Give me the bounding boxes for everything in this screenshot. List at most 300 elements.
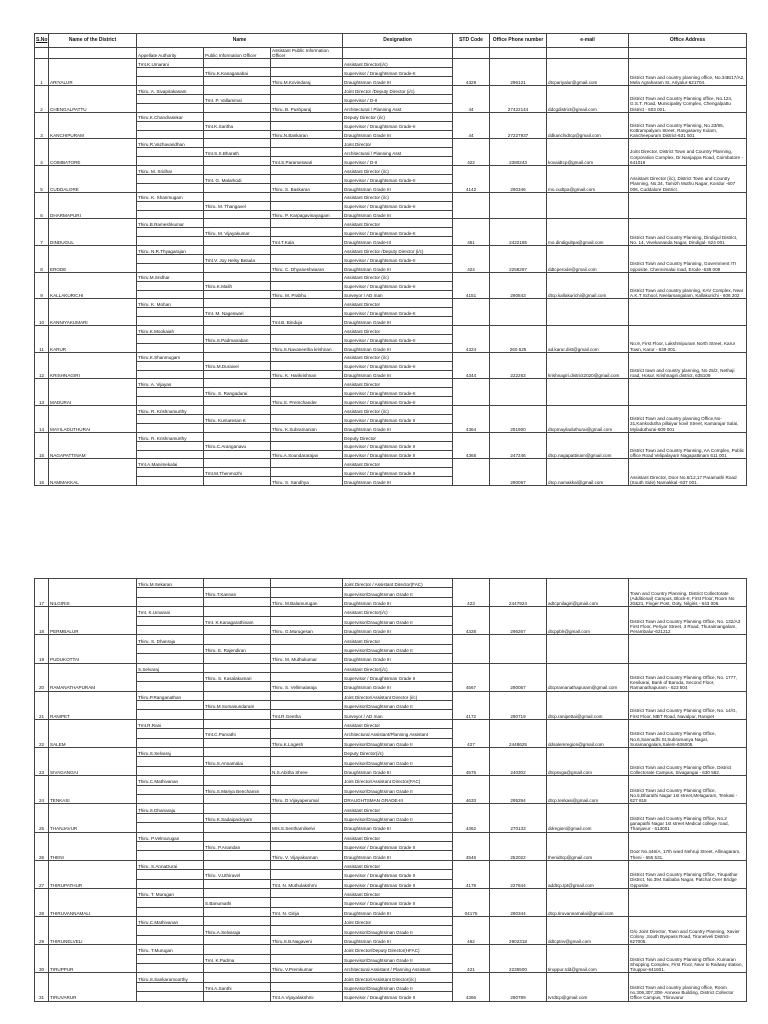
office-address: Assistant Director, Door No.6/12,17 Paramathi Road (South Side) Namakkal -637 001. — [629, 459, 747, 486]
designation: Supervisor/Draughtsman Grade II — [343, 954, 453, 963]
district-name: CUDDALORE — [49, 166, 137, 193]
appellate-authority: Tmt.K.Umarani — [137, 59, 204, 68]
email-link[interactable]: dtcpmayiladuthurai@gmail.com — [547, 406, 629, 433]
table-row — [35, 607, 747, 616]
email-link[interactable]: dtcp.namakkal@gmail.com — [547, 459, 629, 486]
designation: Assistant Director (i/c) — [343, 166, 453, 175]
assistant-pio: Thiru.K.Logesh — [271, 738, 343, 747]
public-information-officer — [204, 86, 271, 95]
assistant-pio — [271, 326, 343, 335]
email-link[interactable]: mo.cudtpa@gmail.com — [547, 166, 629, 193]
office-phone: 2902318 — [490, 917, 547, 945]
public-information-officer: Thiru.M.Duraivel — [204, 361, 271, 370]
district-name: THIRUNELVELI — [49, 917, 137, 945]
email-link[interactable]: dtcp.tenkasi@gmail.com — [547, 776, 629, 804]
email-link[interactable] — [547, 192, 629, 219]
assistant-pio — [271, 281, 343, 290]
email-link[interactable]: dtcppblr@gmail.com — [547, 607, 629, 635]
assistant-pio: Thiru. P. Karpagavinayagam — [271, 210, 343, 219]
designation: Draughtsman Grade III — [343, 766, 453, 775]
district-header: Name of the District — [49, 34, 137, 48]
appellate-authority: S.Selvaraj — [137, 663, 204, 672]
assistant-pio — [271, 888, 343, 897]
public-information-officer — [204, 112, 271, 121]
assistant-pio — [271, 813, 343, 822]
office-phone: 27227937 — [490, 112, 547, 139]
public-information-officer — [204, 432, 271, 441]
std-code: 421 — [453, 945, 490, 973]
appellate-authority — [137, 157, 204, 166]
designation: Supervisor / Draughtsman Grade II — [343, 870, 453, 879]
public-information-officer — [204, 477, 271, 486]
public-information-officer — [204, 935, 271, 944]
table-row — [35, 352, 747, 361]
email-link[interactable]: kovaidtcp@gmail.com — [547, 139, 629, 166]
serial-number: 10 — [35, 299, 49, 326]
serial-number: 27 — [35, 860, 49, 888]
public-information-officer: Tmt.V. Joy Helsy Beaula — [204, 255, 271, 264]
email-link[interactable]: dtcpramanathapuram@gmail.com — [547, 663, 629, 691]
public-information-officer: Thiru. E. Rajendiran — [204, 644, 271, 653]
email-link[interactable]: tiruppur.rdd@gmail.com — [547, 945, 629, 973]
appellate-authority — [137, 68, 204, 77]
district-name: THIRUVANNAMALI — [49, 888, 137, 916]
appellate-authority — [137, 308, 204, 317]
assistant-pio — [271, 192, 343, 201]
appellate-authority: Thiru.C.Mathivanan — [137, 917, 204, 926]
std-code: 4575 — [453, 748, 490, 776]
public-information-officer — [204, 888, 271, 897]
office-phone: 260 625 — [490, 326, 547, 353]
public-information-officer: Tmt. M. Nageswari — [204, 308, 271, 317]
designation — [343, 48, 453, 59]
std-code: 4329 — [453, 59, 490, 86]
appellate-authority: Thiru. M. Sridhar — [137, 166, 204, 175]
public-information-officer: Thiru.S.Annamalai — [204, 757, 271, 766]
designation: Supervisor / Draughtsman Grade-II — [343, 68, 453, 77]
table-row — [35, 945, 747, 954]
assistant-pio: Assistant Public Information Officer — [271, 48, 343, 59]
std-code: 451 — [453, 219, 490, 246]
designation: Assistant Director (i/c) — [343, 352, 453, 361]
appellate-authority: Tmt.R.Rani — [137, 719, 204, 728]
email-link[interactable]: dtcp.tiruvannamalai@gmail.com — [547, 888, 629, 916]
district-name: DHARMAPURI — [49, 192, 137, 219]
assistant-pio: Thiru. V. Vijayakannan — [271, 851, 343, 860]
designation: Assistant Director — [343, 459, 453, 468]
office-address — [629, 635, 747, 663]
email-link[interactable]: ddtcperode@gmail.com — [547, 246, 629, 273]
office-address: District Town and Country Planning Office, District Collectorate Campus, Sivagangai - 630 562. — [629, 748, 747, 776]
assistant-pio: Thiru. D.Vijayaperumal — [271, 794, 343, 803]
designation: Draughtsman Grade III — [343, 263, 453, 272]
table-row — [35, 406, 747, 415]
public-information-officer — [204, 326, 271, 335]
serial-number: 9 — [35, 272, 49, 299]
appellate-authority — [137, 644, 204, 653]
std-code: 4362 — [453, 804, 490, 832]
public-information-officer: Thiru. S. Rangadurai — [204, 388, 271, 397]
designation: Assistant Director — [343, 719, 453, 728]
table-header-row — [35, 34, 747, 48]
designation: Draughtsman Grade III — [343, 130, 453, 139]
assistant-pio — [271, 121, 343, 130]
assistant-pio — [271, 94, 343, 103]
assistant-pio — [271, 59, 343, 68]
email-link[interactable]: ddcgdistrict@gmail.com — [547, 86, 629, 113]
email-link[interactable] — [547, 379, 629, 406]
designation: Assistant Director — [343, 326, 453, 335]
appellate-authority — [137, 766, 204, 775]
public-information-officer — [204, 879, 271, 888]
table-row — [35, 860, 747, 869]
designation: Draughtsman Grade III — [343, 210, 453, 219]
assistant-pio: Thiru. M. Muthukumar — [271, 654, 343, 663]
table-row — [35, 917, 747, 926]
public-information-officer: Thiru.S.Mariya Benchamin — [204, 785, 271, 794]
district-name: KANNIYAKUMARI — [49, 299, 137, 326]
appellate-authority — [137, 397, 204, 406]
std-code: 4365 — [453, 432, 490, 459]
assistant-pio — [271, 352, 343, 361]
public-information-officer — [204, 907, 271, 916]
email-link[interactable]: krishnagiri.district2020@gmail.com — [547, 352, 629, 379]
std-code: 4179 — [453, 860, 490, 888]
designation: Assistant Director (i/c) — [343, 406, 453, 415]
public-information-officer — [204, 343, 271, 352]
designation: Architectural / Planning Asst — [343, 148, 453, 157]
public-information-officer — [204, 219, 271, 228]
district-name: ERODE — [49, 246, 137, 273]
table-row — [35, 86, 747, 95]
public-information-officer — [204, 832, 271, 841]
designation: Assistant Director — [343, 832, 453, 841]
assistant-pio — [271, 68, 343, 77]
public-information-officer — [204, 973, 271, 982]
designation: Joint Director / Assistant Director(FAC) — [343, 579, 453, 588]
assistant-pio — [271, 308, 343, 317]
office-phone: 27422144 — [490, 86, 547, 113]
assistant-pio: Thiru.A.Soundararajan — [271, 450, 343, 459]
office-address: District Town and Country Planning Office, No.2 ganapathi Nagar 1st street Medical college road, Thanjavur - 613001 — [629, 804, 747, 832]
designation: Supervisor / Draughtsman Grade-II — [343, 388, 453, 397]
table-row — [35, 59, 747, 68]
std-code: 4328 — [453, 607, 490, 635]
email-link[interactable]: ddregion@gmail.com — [547, 804, 629, 832]
public-information-officer — [204, 597, 271, 606]
designation: Draughtsman Grade III — [343, 907, 453, 916]
designation: Draughtsman Grade III — [343, 423, 453, 432]
appellate-authority — [137, 625, 204, 634]
district-name: KRISHNAGIRI — [49, 352, 137, 379]
public-information-officer — [204, 352, 271, 361]
public-information-officer — [204, 579, 271, 588]
appellate-authority — [137, 103, 204, 112]
assistant-pio — [271, 607, 343, 616]
assistant-pio — [271, 776, 343, 785]
serial-number: 17 — [35, 579, 49, 607]
email-link[interactable]: dtcpsvga@gmail.com — [547, 748, 629, 776]
serial-number: 8 — [35, 246, 49, 273]
public-information-officer: Thiru.K.Malih — [204, 281, 271, 290]
assistant-pio — [271, 335, 343, 344]
office-phone: 290344 — [490, 888, 547, 916]
designation: Assistant Director /Deputy Director (i/c) — [343, 246, 453, 255]
std-code: 462 — [453, 917, 490, 945]
appellate-authority — [137, 992, 204, 1001]
public-information-officer: Thiru.C.Aranganavu — [204, 441, 271, 450]
appellate-authority — [137, 174, 204, 183]
designation: Supervisor / Draughtsman Grade II — [343, 898, 453, 907]
district-name: KANCHIPURAM — [49, 112, 137, 139]
designation: Draughtsman Grade III — [343, 597, 453, 606]
appellate-authority: Thiru.K.Shanmugam — [137, 352, 204, 361]
public-information-officer: Thiru. M. Vijayakumar — [204, 228, 271, 237]
designation: Draughtsman Grade-III — [343, 237, 453, 246]
assistant-pio: Thiru.S.B.Nagaveni — [271, 935, 343, 944]
serial-number: 16 — [35, 459, 49, 486]
std-code — [453, 635, 490, 663]
public-information-officer — [204, 654, 271, 663]
phone-header: Office Phone number — [490, 34, 547, 48]
appellate-authority — [137, 183, 204, 192]
sno-header: S.No — [35, 34, 49, 48]
public-information-officer — [204, 776, 271, 785]
table-row — [35, 432, 747, 441]
assistant-pio — [271, 272, 343, 281]
appellate-authority — [137, 468, 204, 477]
designation: Assistant Director — [343, 860, 453, 869]
public-information-officer: Thiru.A.Selvaraja — [204, 926, 271, 935]
assistant-pio — [271, 804, 343, 813]
public-information-officer: Thiru. S. Kusalakumari — [204, 672, 271, 681]
district-name: NAGAPATTINAM — [49, 432, 137, 459]
std-code — [453, 48, 490, 59]
office-phone: 295294 — [490, 776, 547, 804]
std-code: 4172 — [453, 691, 490, 719]
public-information-officer: Thiru.T.Kannan — [204, 588, 271, 597]
office-address: District Town and Country Planning Office, No.5,Bharathi Nagar 1st street,Melagaram, Tenkasi - 627 818 — [629, 776, 747, 804]
district-name: DINDUGUL — [49, 219, 137, 246]
public-information-officer: Public Information Officer — [204, 48, 271, 59]
email-link[interactable]: dtcp.nagapattinam@gmail.com — [547, 432, 629, 459]
public-information-officer — [204, 738, 271, 747]
assistant-pio: Mrs.S.Senthamilselvi — [271, 823, 343, 832]
designation: Supervisor / Draughtsman Grade-II — [343, 228, 453, 237]
table-row — [35, 192, 747, 201]
public-information-officer — [204, 370, 271, 379]
assistant-pio — [271, 246, 343, 255]
public-information-officer — [204, 183, 271, 192]
designation: Assistant Director — [343, 299, 453, 308]
appellate-authority — [137, 841, 204, 850]
email-link[interactable]: dtcp.kallakurichi@gmail.com — [547, 272, 629, 299]
email-link[interactable]: addtcp.tpt@gmail.com — [547, 860, 629, 888]
public-information-officer — [204, 804, 271, 813]
office-address: District Town and Country Planning, No.33/95, Kottrampalyam Street, Rangasamy Kulam, Kancheepuram District-631 501 — [629, 112, 747, 139]
office-address: No.9, First Floor, Lakshmipuram North Street, Karur Town, Karur - 639 001. — [629, 326, 747, 353]
public-information-officer — [204, 130, 271, 139]
email-link[interactable]: mo.dindigultpa@gmail.com — [547, 219, 629, 246]
directory-page-1 — [34, 33, 746, 486]
email-header: e-mail — [547, 34, 629, 48]
table-row — [35, 166, 747, 175]
designation: Supervisor/Draughtsman Grade II — [343, 813, 453, 822]
appellate-authority — [137, 654, 204, 663]
assistant-pio — [271, 379, 343, 388]
office-address: O/o Joint Director, Town and Country Planning, Xavier Colony ,South Byepass Road, Tirunelveli District-627005. — [629, 917, 747, 945]
designation: Supervisor / Draughtsman Grade-II — [343, 174, 453, 183]
assistant-pio — [271, 701, 343, 710]
public-information-officer — [204, 210, 271, 219]
std-code — [453, 192, 490, 219]
email-link[interactable] — [547, 635, 629, 663]
email-link[interactable]: thenidtcp@gmail.com — [547, 832, 629, 860]
office-phone: 2448625 — [490, 719, 547, 747]
designation: Assistant Director — [343, 804, 453, 813]
email-link[interactable] — [547, 299, 629, 326]
designation: Joint Director — [343, 139, 453, 148]
office-address — [629, 48, 747, 59]
appellate-authority: Thiru. A. Sivapirakasam — [137, 86, 204, 95]
assistant-pio — [271, 86, 343, 95]
appellate-authority — [137, 898, 204, 907]
appellate-authority: Appellate Authority — [137, 48, 204, 59]
appellate-authority — [137, 982, 204, 991]
assistant-pio — [271, 255, 343, 264]
assistant-pio: Tmt.A.Vijayalakshmi — [271, 992, 343, 1001]
email-link[interactable] — [547, 48, 629, 59]
assistant-pio — [271, 166, 343, 175]
email-link[interactable]: ddkanchidtcp@gmail.com — [547, 112, 629, 139]
office-phone — [490, 299, 547, 326]
designation: Draughtsman Grade III — [343, 317, 453, 326]
designation: Supervisor / Draughtsman Grade II — [343, 468, 453, 477]
email-link[interactable]: ddsalemregion@gmail.com — [547, 719, 629, 747]
designation: Draughtsman Grade III — [343, 625, 453, 634]
public-information-officer: Thiru. P.Anandan — [204, 841, 271, 850]
public-information-officer — [204, 794, 271, 803]
public-information-officer — [204, 272, 271, 281]
designation: Supervisor/Draughtsman Grade II — [343, 616, 453, 625]
assistant-pio: Thiru. S. Baskaran — [271, 183, 343, 192]
designation: Assistant Director — [343, 379, 453, 388]
assistant-pio — [271, 860, 343, 869]
designation: Supervisor/Draughtsman Grade II — [343, 588, 453, 597]
assistant-pio: Thiru. S. Sandhya — [271, 477, 343, 486]
designation: Supervisor / Draughtsman Grade-II — [343, 121, 453, 130]
appellate-authority — [137, 926, 204, 935]
designation: Draughtsman Grade III — [343, 654, 453, 663]
designation: Architectural / Planning Asst — [343, 103, 453, 112]
email-link[interactable]: tvrdtcp@gmail.com — [547, 973, 629, 1001]
designation: Draughtsman Grade III — [343, 343, 453, 352]
assistant-pio — [271, 579, 343, 588]
office-phone: 296121 — [490, 59, 547, 86]
public-information-officer — [204, 663, 271, 672]
designation: Supervisor/Draughtsman Grade II — [343, 644, 453, 653]
std-code: 422 — [453, 139, 490, 166]
appellate-authority: Thiru.M.Sekaran — [137, 579, 204, 588]
assistant-pio: Thiru.M.Kovindaraj — [271, 77, 343, 86]
assistant-pio — [271, 719, 343, 728]
public-information-officer: Thiru. Kumaresan K — [204, 415, 271, 424]
assistant-pio — [271, 841, 343, 850]
assistant-pio: Thiru. M. Prabhu — [271, 290, 343, 299]
assistant-pio — [271, 672, 343, 681]
office-phone: 2235500 — [490, 945, 547, 973]
email-link[interactable]: dtcpariyalur@gmail.com — [547, 59, 629, 86]
designation: Supervisor / Draughtsman Grade II — [343, 441, 453, 450]
designation: Supervisor / Draughtsman Grade II — [343, 992, 453, 1001]
serial-number: 11 — [35, 326, 49, 353]
office-address: District Town and country planning office, Room no.306,307,308- Annexe Building, District Collector Office Campus, Thiruvarur — [629, 973, 747, 1001]
district-name: MAYILADUTHURAI — [49, 406, 137, 433]
district-officers-table-continued — [34, 578, 747, 1002]
std-code: 04175 — [453, 888, 490, 916]
table-row — [35, 246, 747, 255]
office-phone: 290067 — [490, 459, 547, 486]
std-code: 4546 — [453, 832, 490, 860]
public-information-officer: Thiru. V.Uthiravel — [204, 870, 271, 879]
designation: Supervisor / Draughtsman Grade-II — [343, 335, 453, 344]
appellate-authority — [137, 121, 204, 130]
table-row — [35, 973, 747, 982]
office-address: District town and country planning, No 25/2, Nethaji road, Hosur, Krishnagiri district, 635109 — [629, 352, 747, 379]
serial-number: 24 — [35, 776, 49, 804]
std-code — [453, 459, 490, 486]
serial-number: 23 — [35, 748, 49, 776]
assistant-pio: Thiru. V.Premkumar — [271, 964, 343, 973]
public-information-officer — [204, 682, 271, 691]
assistant-pio — [271, 691, 343, 700]
district-name: KALLAKURICHI — [49, 272, 137, 299]
designation: Joint Director/Assistant Director(i/c) — [343, 973, 453, 982]
assistant-pio — [271, 973, 343, 982]
table-row — [35, 139, 747, 148]
appellate-authority — [137, 701, 204, 710]
directory-page-2 — [34, 578, 746, 1002]
appellate-authority — [137, 228, 204, 237]
designation: Supervisor / Draughtsman Grade-II — [343, 308, 453, 317]
appellate-authority — [137, 477, 204, 486]
office-address — [629, 192, 747, 219]
std-code: 4344 — [453, 352, 490, 379]
public-information-officer — [204, 719, 271, 728]
assistant-pio — [271, 785, 343, 794]
assistant-pio — [271, 388, 343, 397]
email-link[interactable]: ad.karur.dist@gmail.com — [547, 326, 629, 353]
appellate-authority: Thiru.P.Ranganathan — [137, 691, 204, 700]
email-link[interactable]: ddtcptnv@gmail.com — [547, 917, 629, 945]
assistant-pio: Thiru. S. Vellimalaraja — [271, 682, 343, 691]
designation: Joint Director/Deputy Director(HFAC) — [343, 945, 453, 954]
office-address: District Town and Country Planning, Dindigul District, No. 14, Vivekananda Nagar, Dindigul- 624 001 — [629, 219, 747, 246]
appellate-authority — [137, 281, 204, 290]
office-address — [629, 299, 747, 326]
public-information-officer — [204, 917, 271, 926]
appellate-authority — [137, 729, 204, 738]
appellate-authority — [137, 77, 204, 86]
designation: Supervisor / Draughtsman Grade II — [343, 672, 453, 681]
std-code: 4364 — [453, 406, 490, 433]
table-row — [35, 748, 747, 757]
table-row — [35, 832, 747, 841]
email-link[interactable]: adtcpnilagiri@gmail.com — [547, 579, 629, 607]
appellate-authority — [137, 672, 204, 681]
email-link[interactable]: dtcp.ranipettai@gmail.com — [547, 691, 629, 719]
public-information-officer — [204, 263, 271, 272]
